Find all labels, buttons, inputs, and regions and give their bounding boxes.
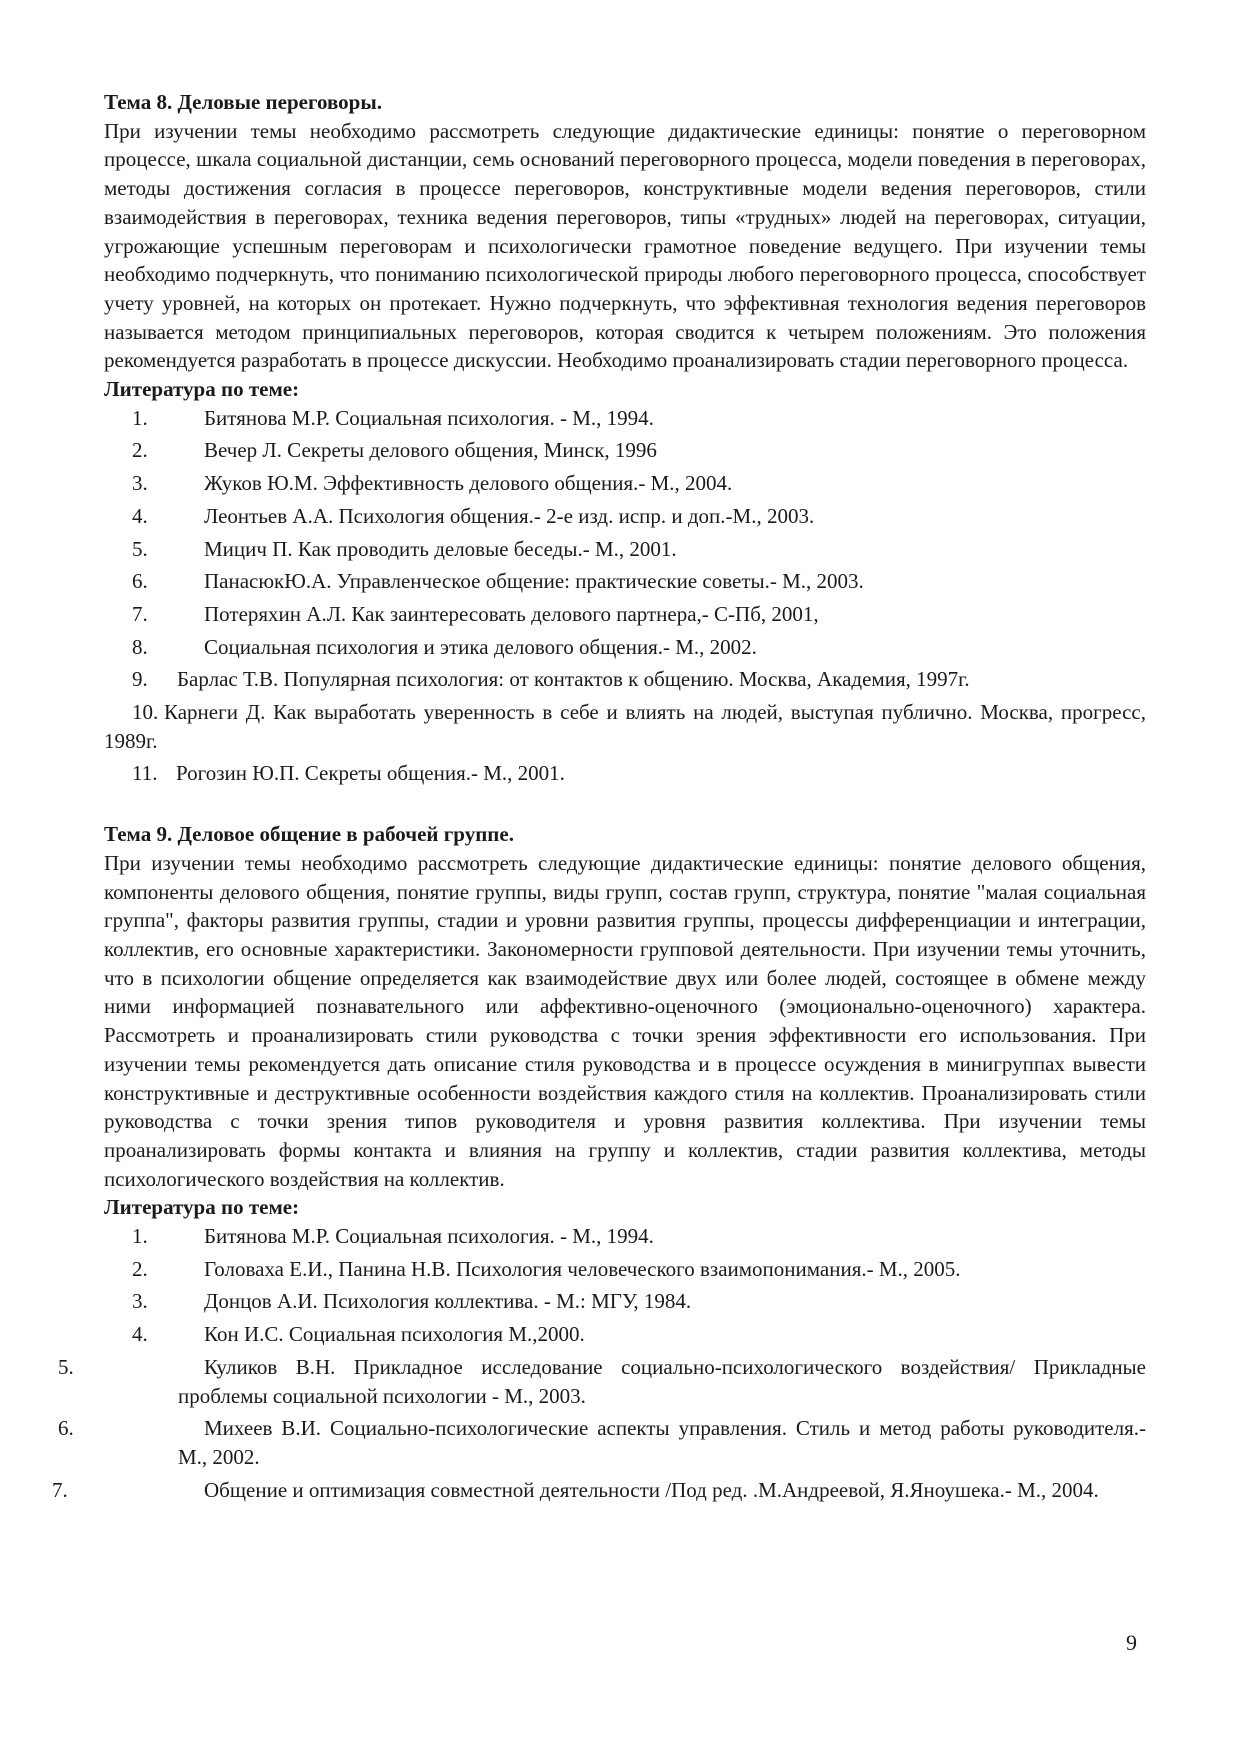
topic8-title: Тема 8. Деловые переговоры. — [104, 90, 382, 114]
list-item: 4. Кон И.С. Социальная психология М.,2000. — [132, 1322, 585, 1347]
list-item: 10. Карнеги Д. Как выработать уверенность в себе и влиять на людей, выступая публично. Москва, прогресс, 1989г. — [104, 700, 1146, 753]
list-item: 8. Социальная психология и этика делового общения.- М., 2002. — [132, 634, 757, 659]
topic8-literature-list — [104, 404, 1146, 788]
list-item: 3. Жуков Ю.М. Эффективность делового общения.- М., 2004. — [132, 471, 733, 496]
list-item: 5. Куликов В.Н. Прикладное исследование социально-психологического воздействия/ Прикладные проблемы социальной психологии - М., 2003. — [58, 1354, 1146, 1408]
list-item: 6. ПанасюкЮ.А. Управленческое общение: практические советы.- М., 2003. — [132, 569, 864, 594]
topic9-literature-list — [52, 1222, 1146, 1504]
document-page — [52, 88, 1146, 1508]
list-item: 3. Донцов А.И. Психология коллектива. - М.: МГУ, 1984. — [132, 1289, 692, 1314]
list-item: 1. Битянова М.Р. Социальная психология. - М., 1994. — [132, 1224, 654, 1249]
page-number: 9 — [1126, 1630, 1137, 1655]
list-item: 4. Леонтьев А.А. Психология общения.- 2-е изд. испр. и доп.-М., 2003. — [132, 503, 815, 528]
list-item: 2. Головаха Е.И., Панина Н.В. Психология человеческого взаимопонимания.- М., 2005. — [132, 1256, 961, 1281]
list-item: 6. Михеев В.И. Социально-психологические аспекты управления. Стиль и метод работы руководителя.- М., 2002. — [58, 1416, 1146, 1469]
list-item: 11. Рогозин Ю.П. Секреты общения.- М., 2001. — [132, 761, 565, 786]
list-item: 2. Вечер Л. Секреты делового общения, Минск, 1996 — [132, 438, 657, 463]
list-item: 9. Барлас Т.В. Популярная психология: от контактов к общению. Москва, Академия, 1997г. — [132, 667, 970, 692]
list-item: 1. Битянова М.Р. Социальная психология. - М., 1994. — [132, 405, 654, 430]
topic8-lit-heading: Литература по теме: — [104, 377, 300, 402]
list-item: 7. Потеряхин А.Л. Как заинтересовать делового партнера,- С-Пб, 2001, — [132, 601, 819, 626]
list-item: 7. Общение и оптимизация совместной деятельности /Под ред. .М.Андреевой, Я.Яноушека.- М., 2004. — [52, 1477, 1099, 1502]
topic9-body: При изучении темы необходимо рассмотреть следующие дидактические единицы: понятие делового общения, компоненты делового общения, понятие группы, виды групп, состав групп, структура, понятие "малая социальная группа", факторы развития группы, стадии и уровни развития группы, процессы дифференциации и интеграции, коллектив, его основные характеристики. Закономерности групповой деятельности. При изучении темы уточнить, что в психологии общение определяется как взаимодействие двух или более людей, состоящее в обмене между ними информацией познавательного или аффективно-оценочного (эмоционально-оценочного) характера. Рассмотреть и проанализировать стили руководства с точки зрения эффективности его использования. При изучении темы рекомендуется дать описание стиля руководства и в процессе осуждения в минигруппах вывести конструктивные и деструктивные особенности воздействия каждого стиля на коллектив. Проанализировать стили руководства с точки зрения типов руководителя и уровня развития коллектива. При изучении темы проанализировать формы контакта и влияния на группу и коллектив, стадии развития коллектива, методы психологического воздействия на коллектив. — [104, 850, 1146, 1191]
topic9-title: Тема 9. Деловое общение в рабочей группе. — [104, 822, 514, 847]
list-item: 5. Мицич П. Как проводить деловые беседы.- М., 2001. — [132, 536, 677, 561]
topic8-body: При изучении темы необходимо рассмотреть следующие дидактические единицы: понятие о переговорном процессе, шкала социальной дистанции, семь оснований переговорного процесса, модели поведения в переговорах, методы достижения согласия в процессе переговоров, конструктивные модели ведения переговоров, стили взаимодействия в переговорах, техника ведения переговоров, типы «трудных» людей на переговорах, ситуации, угрожающие успешным переговорам и психологически грамотное поведение ведущего. При изучении темы необходимо подчеркнуть, что пониманию психологической природы любого переговорного процесса, способствует учету уровней, на которых он протекает. Нужно подчеркнуть, что эффективная технология ведения переговоров называется методом принципиальных переговоров, которая сводится к четырем положениям. Это положения рекомендуется разработать в процессе дискуссии. Необходимо проанализировать стадии переговорного процесса. — [104, 118, 1146, 373]
topic9-lit-heading: Литература по теме: — [104, 1195, 300, 1220]
